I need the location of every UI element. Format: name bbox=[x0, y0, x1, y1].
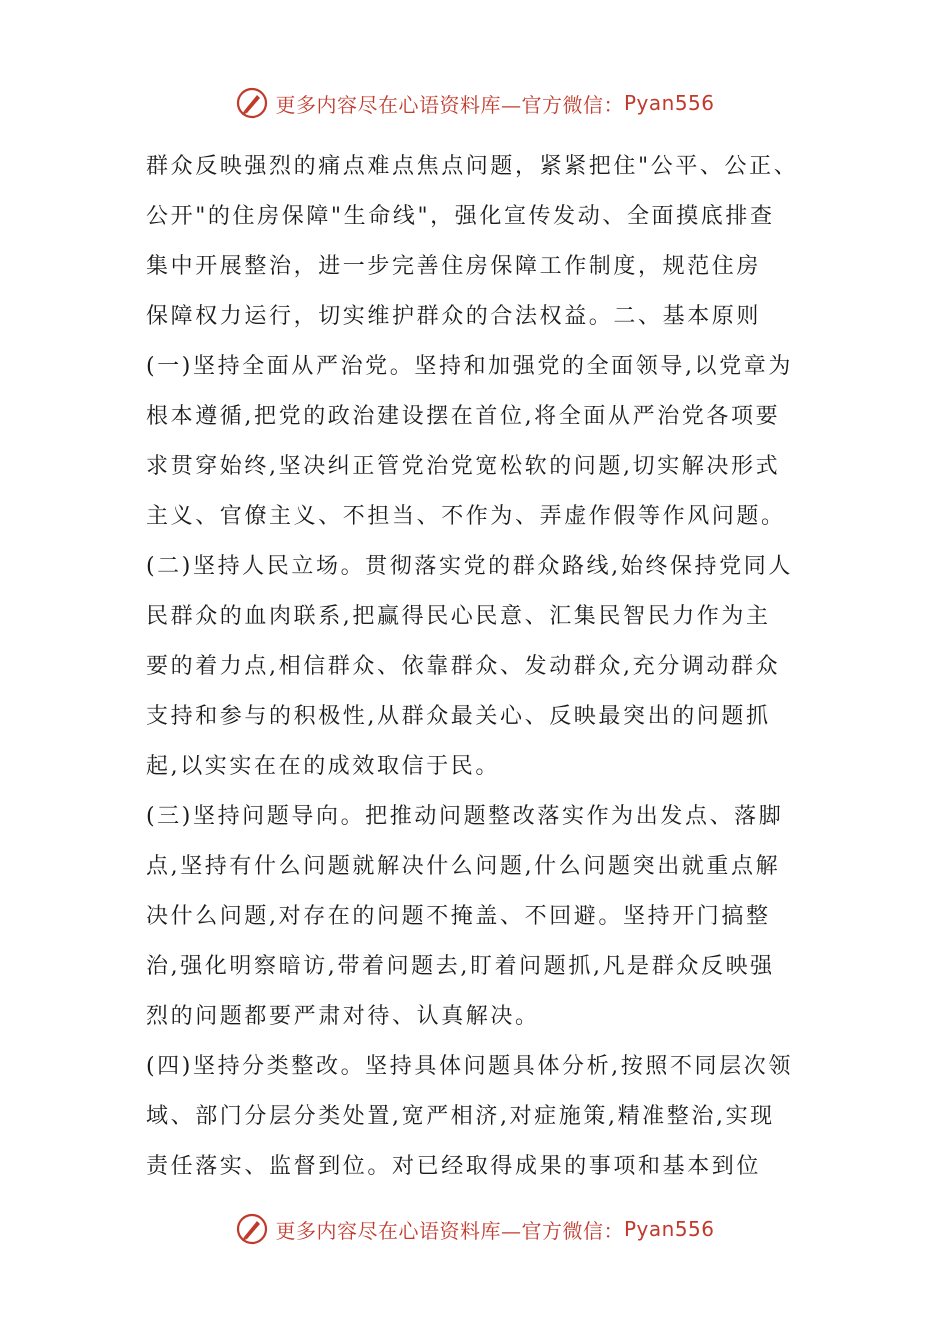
text-line: 保障权力运行，切实维护群众的合法权益。二、基本原则 bbox=[146, 304, 762, 329]
header-wechat-id: Pyan556 bbox=[623, 91, 715, 115]
text-line: 根本遵循,把党的政治建设摆在首位,将全面从严治党各项要 bbox=[146, 404, 781, 429]
footer-watermark bbox=[0, 1212, 950, 1246]
text-line: 民群众的血肉联系,把赢得民心民意、汇集民智民力作为主 bbox=[146, 604, 771, 629]
text-line: (二)坚持人民立场。贯彻落实党的群众路线,始终保持党同人 bbox=[146, 554, 793, 579]
footer-brand-text: 更多内容尽在心语资料库—官方微信： bbox=[275, 1218, 624, 1243]
text-line: 群众反映强烈的痛点难点焦点问题，紧紧把住"公平、公正、 bbox=[146, 154, 799, 179]
header-brand-text: 更多内容尽在心语资料库—官方微信： bbox=[275, 92, 624, 117]
text-line: 公开"的住房保障"生命线"，强化宣传发动、全面摸底排查 bbox=[146, 204, 775, 229]
text-line: 点,坚持有什么问题就解决什么问题,什么问题突出就重点解 bbox=[146, 854, 781, 879]
pen-logo-icon bbox=[235, 86, 269, 120]
text-line: 主义、官僚主义、不担当、不作为、弄虚作假等作风问题。 bbox=[146, 504, 786, 529]
text-line: (四)坚持分类整改。坚持具体问题具体分析,按照不同层次领 bbox=[146, 1054, 793, 1079]
footer-wechat-id: Pyan556 bbox=[623, 1217, 715, 1241]
text-line: 治,强化明察暗访,带着问题去,盯着问题抓,凡是群众反映强 bbox=[146, 954, 775, 979]
text-line: (三)坚持问题导向。把推动问题整改落实作为出发点、落脚 bbox=[146, 804, 784, 829]
text-line: 要的着力点,相信群众、依靠群众、发动群众,充分调动群众 bbox=[146, 654, 781, 679]
text-line: 起,以实实在在的成效取信于民。 bbox=[146, 754, 500, 779]
text-line: 决什么问题,对存在的问题不掩盖、不回避。坚持开门搞整 bbox=[146, 904, 771, 929]
text-line: 责任落实、监督到位。对已经取得成果的事项和基本到位 bbox=[146, 1154, 762, 1179]
pen-logo-icon bbox=[235, 1212, 269, 1246]
header-watermark bbox=[0, 86, 950, 120]
text-line: 域、部门分层分类处置,宽严相济,对症施策,精准整治,实现 bbox=[146, 1104, 775, 1129]
text-line: 求贯穿始终,坚决纠正管党治党宽松软的问题,切实解决形式 bbox=[146, 454, 781, 479]
text-line: (一)坚持全面从严治党。坚持和加强党的全面领导,以党章为 bbox=[146, 354, 793, 379]
body-text bbox=[146, 142, 826, 1192]
text-line: 烈的问题都要严肃对待、认真解决。 bbox=[146, 1004, 540, 1029]
text-line: 集中开展整治，进一步完善住房保障工作制度，规范住房 bbox=[146, 254, 762, 279]
text-line: 支持和参与的积极性,从群众最关心、反映最突出的问题抓 bbox=[146, 704, 771, 729]
